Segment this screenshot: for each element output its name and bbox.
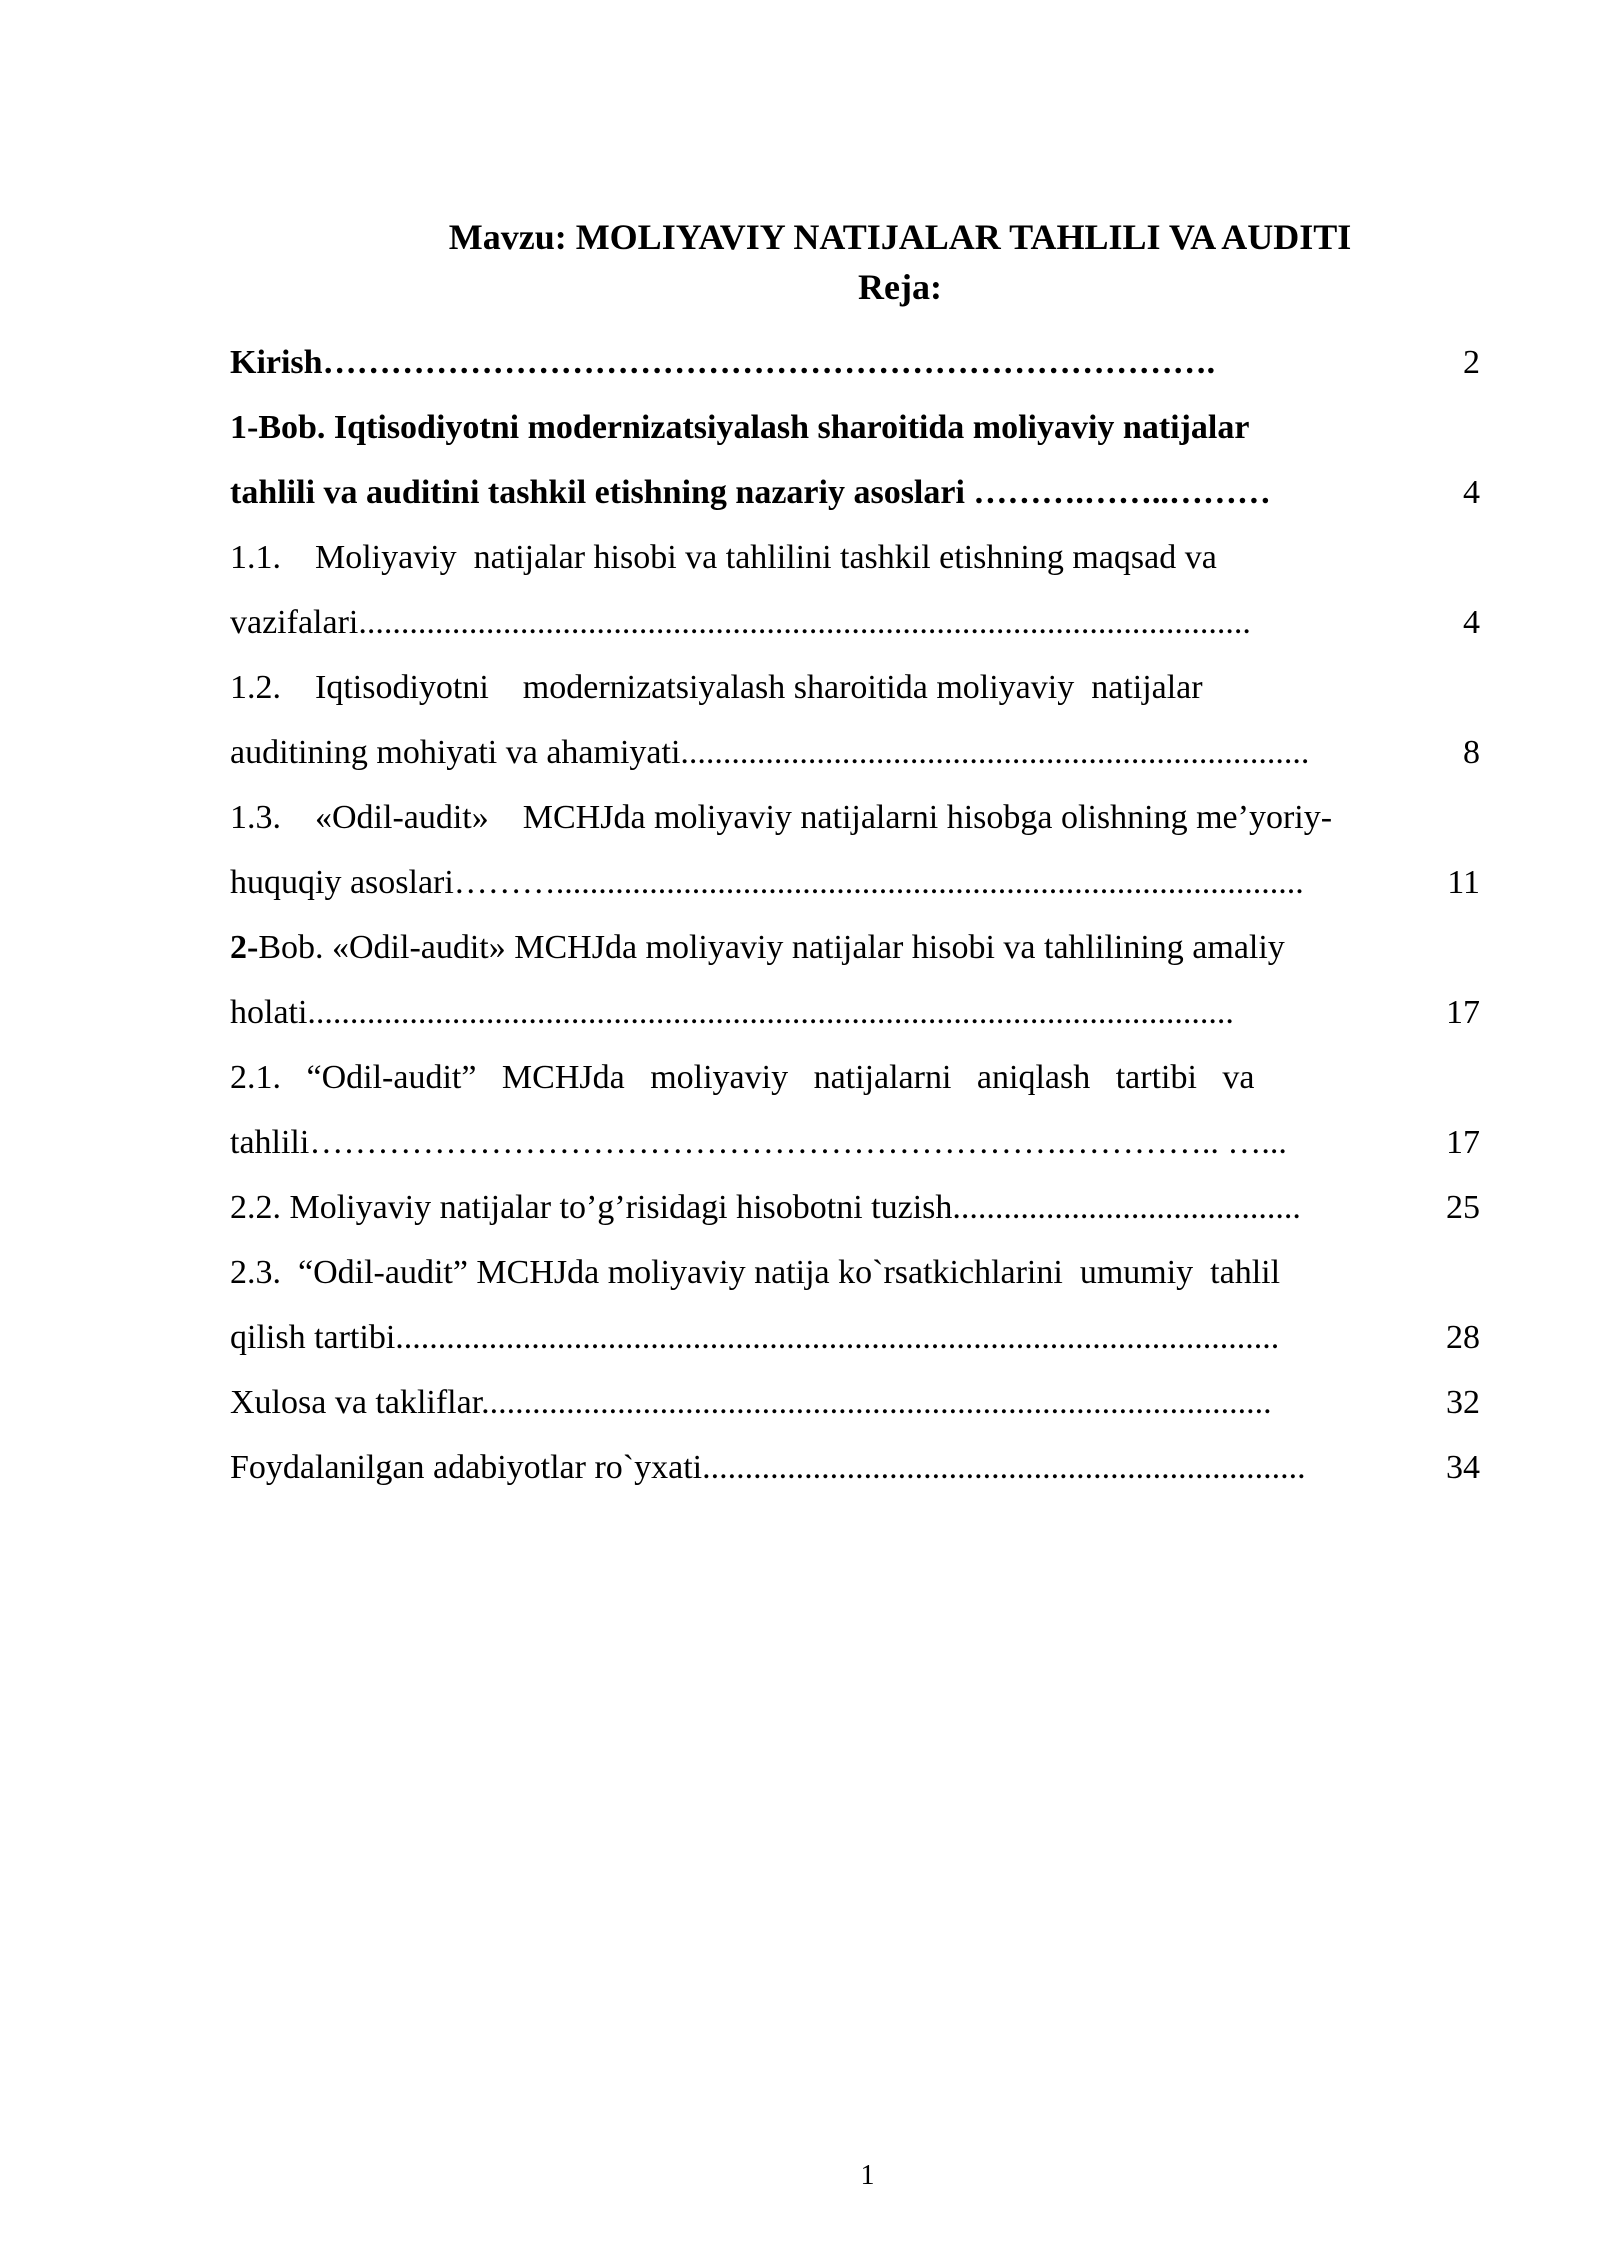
toc-entry-text: 2.3. “Odil-audit” MCHJda moliyaviy natija ko`rsatkichlarini umumiy tahlil xyxy=(230,1254,1281,1291)
toc-page-number: 32 xyxy=(1446,1384,1480,1421)
toc-entry-text: Foydalanilgan adabiyotlar ro`yxati....................................................................... xyxy=(230,1449,1306,1486)
toc-entry-text: tahlili va auditini tashkil etishning nazariy asoslari ……….……..……… xyxy=(230,474,1271,511)
toc-entry-1-1-cont xyxy=(230,590,1480,655)
toc-entry-text: 2.1. “Odil-audit” MCHJda moliyaviy natijalarni aniqlash tartibi va xyxy=(230,1059,1255,1096)
toc-entry-text: Bob. «Odil-audit» MCHJda moliyaviy natijalar hisobi va tahlilining amaliy xyxy=(258,929,1285,966)
toc-page-number: 8 xyxy=(1463,734,1480,771)
page-number: 1 xyxy=(860,2160,875,2191)
toc-page-number: 2 xyxy=(1463,344,1480,381)
toc-entry-text: holati............................................................................................................. xyxy=(230,994,1234,1031)
toc-entry-text: 1.2. Iqtisodiyotni modernizatsiyalash sharoitida moliyaviy natijalar xyxy=(230,669,1203,706)
toc-page-number: 17 xyxy=(1446,1124,1480,1161)
toc-entry-1-2-cont xyxy=(230,720,1480,785)
toc-entry-chapter-1-cont xyxy=(230,460,1480,525)
toc-entry-2-2 xyxy=(230,1175,1480,1240)
table-of-contents xyxy=(230,330,1480,1500)
toc-page-number: 11 xyxy=(1447,864,1480,901)
toc-page-number: 17 xyxy=(1446,994,1480,1031)
toc-entry-text: vazifalari......................................................................................................... xyxy=(230,604,1251,641)
toc-entry-text: Kirish……………………………………………………………………. xyxy=(230,344,1216,381)
toc-entry-text: 2.2. Moliyaviy natijalar to’g’risidagi hisobotni tuzish......................................... xyxy=(230,1189,1301,1226)
toc-page-number: 4 xyxy=(1463,604,1480,641)
toc-page-number: 4 xyxy=(1463,474,1480,511)
toc-entry-1-3 xyxy=(230,785,1480,850)
toc-page-number: 28 xyxy=(1446,1319,1480,1356)
plan-heading: Reja: xyxy=(858,267,942,307)
toc-entry-2-3 xyxy=(230,1240,1480,1305)
toc-entry-2-1-cont xyxy=(230,1110,1480,1175)
toc-entry-text: 1.3. «Odil-audit» MCHJda moliyaviy natijalarni hisobga olishning me’yoriy- xyxy=(230,799,1333,836)
document-title: Mavzu: MOLIYAVIY NATIJALAR TAHLILI VA AUDITI xyxy=(448,217,1352,257)
toc-entry-text: qilish tartibi........................................................................................................ xyxy=(230,1319,1280,1356)
toc-entry-1-1 xyxy=(230,525,1480,590)
toc-entry-text: 1-Bob. Iqtisodiyotni modernizatsiyalash sharoitida moliyaviy natijalar xyxy=(230,409,1250,446)
toc-page-number: 25 xyxy=(1446,1189,1480,1226)
toc-entry-1-2 xyxy=(230,655,1480,720)
toc-entry-text: auditining mohiyati va ahamiyati.......................................................................... xyxy=(230,734,1310,771)
toc-entry-2-3-cont xyxy=(230,1305,1480,1370)
toc-page-number: 34 xyxy=(1446,1449,1480,1486)
toc-entry-1-3-cont xyxy=(230,850,1480,915)
toc-entry-2-1 xyxy=(230,1045,1480,1110)
toc-entry-introduction xyxy=(230,330,1480,395)
toc-entry-text: tahlili………………………………………………………….………….. …... xyxy=(230,1124,1287,1161)
toc-entry-references xyxy=(230,1435,1480,1500)
toc-entry-chapter-1 xyxy=(230,395,1480,460)
toc-entry-text: Xulosa va takliflar............................................................................................. xyxy=(230,1384,1272,1421)
chapter-prefix: 2- xyxy=(230,929,259,966)
toc-entry-chapter-2-cont xyxy=(230,980,1480,1045)
toc-entry-chapter-2 xyxy=(230,915,1480,980)
toc-entry-text: 1.1. Moliyaviy natijalar hisobi va tahlilini tashkil etishning maqsad va xyxy=(230,539,1217,576)
toc-entry-text: huquqiy asoslari………........................................................................................ xyxy=(230,864,1304,901)
toc-entry-conclusion xyxy=(230,1370,1480,1435)
